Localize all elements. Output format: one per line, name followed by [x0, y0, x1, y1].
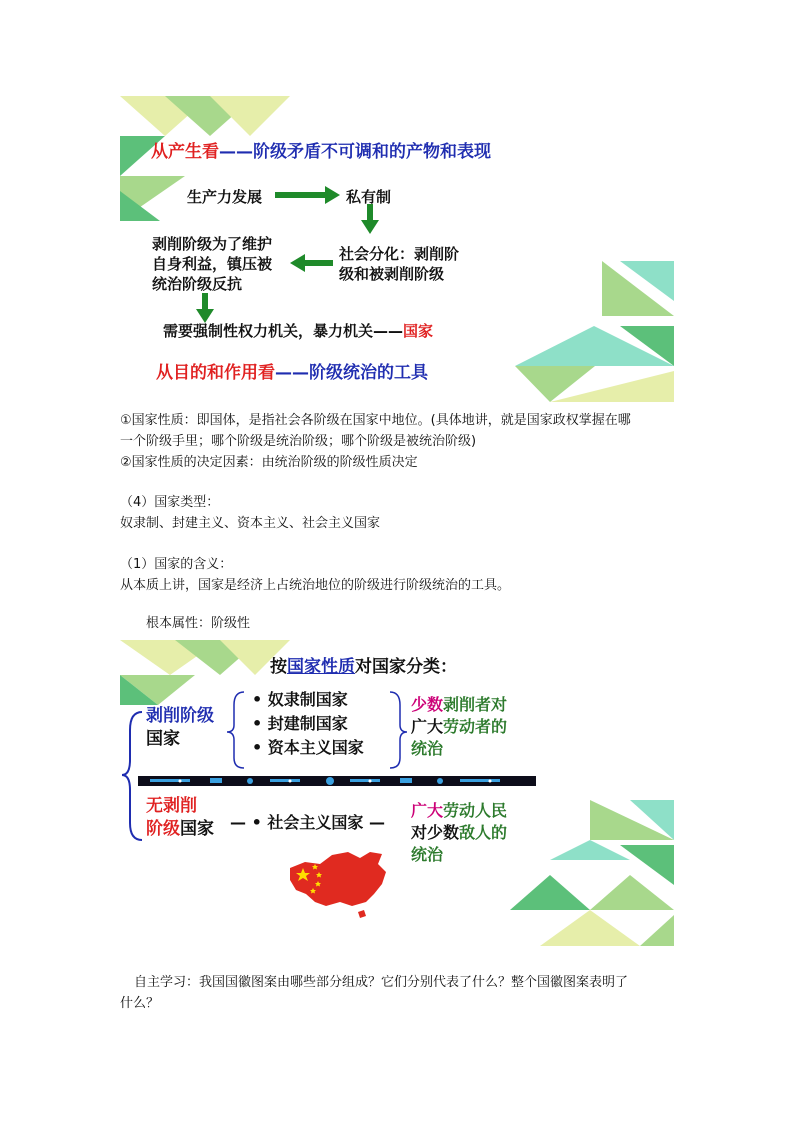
- text-determining-factor: ②国家性质的决定因素：由统治阶级的阶级性质决定: [120, 455, 418, 470]
- socialist-rule: [411, 800, 507, 866]
- node-need-state-word: 国家: [403, 322, 434, 340]
- list-item-feudal: • 封建制国家: [252, 714, 348, 733]
- node-social-line2: 级和被剥削阶级: [339, 265, 445, 283]
- rule1-laborers: 劳动者的: [443, 717, 508, 736]
- node-need-text: 需要强制性权力机关，暴力机关——: [163, 322, 404, 340]
- slide1-subtitle-part1: 从目的和作用看: [156, 363, 275, 383]
- text-fundamental-attribute: 根本属性：阶级性: [146, 616, 251, 631]
- rule2-to: 对: [411, 823, 428, 842]
- node-exploiting-class: [152, 234, 272, 294]
- non-exploiting-state-label: 国家: [180, 819, 214, 839]
- node-exploit-line3: 统治阶级反抗: [152, 275, 243, 293]
- non-exploiting-class: 阶级: [146, 819, 180, 839]
- slide2-title-suffix: 对国家分类：: [355, 657, 457, 677]
- non-exploiting-label: 无剥削: [146, 796, 197, 816]
- exploiting-state-list: [252, 688, 364, 760]
- text-state-nature: ①国家性质：即国体，是指社会各阶级在国家中地位。(具体地讲，就是国家政权掌握在哪: [120, 413, 631, 428]
- slide1-subtitle-dash: ——: [275, 363, 309, 383]
- slide2-title-highlight: 国家性质: [287, 657, 355, 677]
- non-exploiting-state: [146, 795, 214, 841]
- text-state-meaning: 从本质上讲，国家是经济上占统治地位的阶级进行阶级统治的工具。: [120, 578, 511, 593]
- self-study-question: 自主学习：我国国徽图案由哪些部分组成？它们分别代表了什么？整个国徽图案表明了: [134, 975, 629, 990]
- node-exploit-line2: 自身利益，镇压被: [152, 255, 273, 273]
- slide1-subtitle-part2: 阶级统治的工具: [309, 363, 428, 383]
- slide1-subtitle: [156, 358, 428, 383]
- socialist-dash-right: —: [368, 813, 385, 832]
- text-state-nature-cont: 一个阶级手里；哪个阶级是统治阶级；哪个阶级是被统治阶级): [120, 434, 477, 449]
- node-productivity: 生产力发展: [187, 188, 263, 206]
- exploiting-state-label: 国家: [146, 729, 180, 749]
- list-item-socialist: • 社会主义国家: [251, 813, 364, 832]
- rule1-exploiters: 剥削者对: [443, 695, 508, 714]
- slide-state-classification: [120, 640, 674, 946]
- rule1-few: 少数: [411, 695, 444, 714]
- rule1-rule: 统治: [411, 739, 444, 758]
- china-map-icon: [290, 852, 386, 918]
- slide1-title-dash: ——: [219, 142, 253, 162]
- rule2-few: 少数: [427, 823, 460, 842]
- exploiting-class-label: 剥削阶级: [146, 706, 214, 726]
- slide-state-origin: [120, 96, 674, 402]
- list-item-capitalist: • 资本主义国家: [252, 738, 364, 757]
- exploiting-rule: [411, 694, 507, 760]
- node-social-division: [339, 244, 459, 284]
- node-exploit-line1: 剥削阶级为了维护: [152, 235, 273, 253]
- node-private-ownership: 私有制: [346, 188, 392, 206]
- rule2-broad: 广大: [411, 801, 444, 820]
- node-social-line1: 社会分化：剥削阶: [339, 245, 460, 263]
- slide1-title: [151, 137, 491, 162]
- node-need-state: [163, 320, 433, 341]
- rule1-broad: 广大: [411, 717, 444, 736]
- rule2-rule: 统治: [411, 845, 444, 864]
- text-state-meaning-heading: （1）国家的含义：: [120, 557, 233, 572]
- text-state-types: 奴隶制、封建主义、资本主义、社会主义国家: [120, 516, 381, 531]
- slide2-title-prefix: 按: [270, 657, 287, 677]
- exploiting-class-state: [146, 705, 214, 751]
- socialist-dash-left: —: [230, 813, 246, 832]
- slide1-title-part1: 从产生看: [151, 142, 219, 162]
- slide2-title: [270, 652, 457, 677]
- socialist-line: [230, 810, 385, 833]
- rule2-enemies: 敌人的: [459, 823, 508, 842]
- slide2-decoration: [120, 640, 674, 946]
- slide1-title-part2: 阶级矛盾不可调和的产物和表现: [253, 142, 491, 162]
- rule2-people: 劳动人民: [443, 801, 508, 820]
- text-state-types-heading: （4）国家类型：: [120, 495, 220, 510]
- list-item-slave: • 奴隶制国家: [252, 690, 348, 709]
- self-study-question-cont: 什么？: [120, 996, 160, 1011]
